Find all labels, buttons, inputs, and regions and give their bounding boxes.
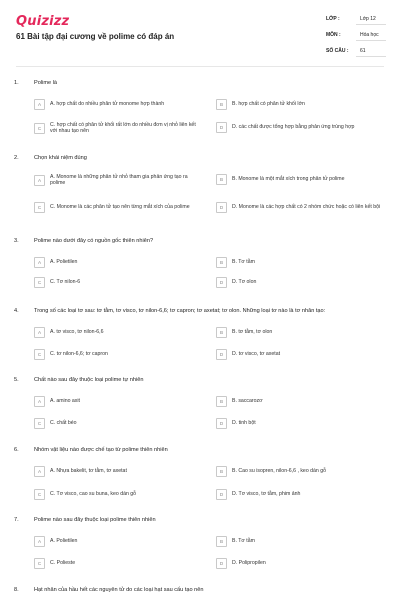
option-text: C. Polieste: [50, 560, 76, 567]
option-d[interactable]: [216, 122, 384, 133]
option-letter-badge: A: [34, 99, 45, 110]
option-text: C. chất béo: [50, 420, 77, 427]
option-letter-badge: D: [216, 558, 227, 569]
count-underline: [356, 56, 386, 57]
option-letter-badge: A: [34, 175, 45, 186]
option-d[interactable]: [216, 202, 384, 213]
option-b[interactable]: [216, 466, 384, 477]
option-letter-badge: C: [34, 489, 45, 500]
option-text: A. Polietilen: [50, 538, 78, 545]
option-letter-badge: D: [216, 202, 227, 213]
option-b[interactable]: [216, 174, 384, 185]
option-a[interactable]: [34, 99, 202, 110]
option-text: B. hợp chất có phân tử khối lớn: [232, 101, 305, 108]
option-letter-badge: D: [216, 277, 227, 288]
option-text: D. tơ visco, tơ axetat: [232, 351, 281, 358]
question-text: Nhóm vật liệu nào được chế tạo từ polime thiên nhiên: [34, 447, 168, 453]
option-b[interactable]: [216, 396, 384, 407]
option-b[interactable]: [216, 257, 384, 268]
option-letter-badge: A: [34, 396, 45, 407]
page-title: 61 Bài tập đại cương về polime có đáp án: [16, 32, 175, 41]
question-number: 5.: [14, 377, 19, 383]
option-letter-badge: C: [34, 277, 45, 288]
question-number: 6.: [14, 447, 19, 453]
option-letter-badge: B: [216, 466, 227, 477]
question-number: 2.: [14, 155, 19, 161]
option-b[interactable]: [216, 536, 384, 547]
option-letter-badge: C: [34, 558, 45, 569]
option-letter-badge: B: [216, 257, 227, 268]
question-7: [0, 517, 400, 572]
question-count-value: 61: [360, 48, 366, 54]
option-letter-badge: B: [216, 174, 227, 185]
option-d[interactable]: [216, 418, 384, 429]
option-text: A. tơ visco, tơ nilon-6,6: [50, 329, 104, 336]
option-text: C. tơ nilon-6,6; tơ capron: [50, 351, 108, 358]
option-text: D. tinh bột: [232, 420, 256, 427]
option-text: D. Monome là các hợp chất có 2 nhóm chức hoặc có liên kết bội: [232, 204, 381, 211]
option-text: D. các chất được tổng hợp bằng phản ứng trùng hợp: [232, 124, 355, 131]
option-a[interactable]: [34, 396, 202, 407]
option-d[interactable]: [216, 349, 384, 360]
option-a[interactable]: [34, 257, 202, 268]
question-number: 1.: [14, 80, 19, 86]
option-letter-badge: B: [216, 536, 227, 547]
option-a[interactable]: [34, 174, 202, 187]
option-letter-badge: D: [216, 489, 227, 500]
question-text: Hạt nhân của hầu hết các nguyên tử do các loại hạt sau cấu tạo nên: [34, 587, 204, 593]
option-text: B. Monome là một mắt xích trong phân tử polime: [232, 176, 345, 183]
option-c[interactable]: [34, 202, 202, 213]
option-text: A. hợp chất do nhiều phân tử monome hợp thành: [50, 101, 165, 108]
option-text: B. tơ tằm, tơ olon: [232, 329, 273, 336]
option-letter-badge: A: [34, 257, 45, 268]
option-text: C. Tơ nilon-6: [50, 279, 81, 286]
subject-label: MÔN :: [326, 32, 341, 38]
option-text: A. Polietilen: [50, 259, 78, 266]
question-number: 4.: [14, 308, 19, 314]
question-5: [0, 377, 400, 432]
option-a[interactable]: [34, 466, 202, 477]
subject-underline: [356, 40, 386, 41]
option-d[interactable]: [216, 277, 384, 288]
question-3: [0, 238, 400, 293]
grade-label: LỚP :: [326, 16, 340, 22]
option-b[interactable]: [216, 99, 384, 110]
option-letter-badge: D: [216, 418, 227, 429]
document-header: [0, 0, 400, 74]
option-text: B. Tơ tằm: [232, 538, 255, 545]
option-b[interactable]: [216, 327, 384, 338]
option-letter-badge: C: [34, 202, 45, 213]
question-8: [0, 587, 400, 599]
option-d[interactable]: [216, 558, 384, 569]
question-text: Chọn khái niệm đúng: [34, 155, 87, 161]
question-text: Polime nào sau đây thuộc loại polime thiên nhiên: [34, 517, 156, 523]
option-letter-badge: A: [34, 327, 45, 338]
question-text: Polime là: [34, 80, 58, 86]
option-letter-badge: C: [34, 349, 45, 360]
option-letter-badge: D: [216, 122, 227, 133]
question-count-label: SỐ CÂU :: [326, 48, 349, 54]
option-text: C. hợp chất có phân tử khối rất lớn do nhiều đơn vị nhỏ liên kết với nhau tạo nên: [50, 122, 196, 135]
option-c[interactable]: [34, 122, 202, 135]
option-text: B. saccarozơ: [232, 398, 263, 405]
option-letter-badge: C: [34, 418, 45, 429]
option-c[interactable]: [34, 349, 202, 360]
option-a[interactable]: [34, 327, 202, 338]
option-text: B. Cao su isopren, nilon-6,6 , keo dán gỗ: [232, 468, 327, 475]
option-letter-badge: C: [34, 123, 45, 134]
option-text: D. Tơ visco, tơ tằm, phim ảnh: [232, 491, 301, 498]
option-letter-badge: B: [216, 327, 227, 338]
option-a[interactable]: [34, 536, 202, 547]
subject-value: Hóa học: [360, 32, 379, 38]
option-c[interactable]: [34, 489, 202, 500]
option-text: D. Tơ olon: [232, 279, 257, 286]
option-text: B. Tơ tằm: [232, 259, 255, 266]
option-text: C. Monome là các phân tử tạo nên từng mắt xích của polime: [50, 204, 190, 211]
grade-value: Lớp 12: [360, 16, 376, 22]
question-4: [0, 308, 400, 363]
option-c[interactable]: [34, 418, 202, 429]
question-2: [0, 155, 400, 225]
quizizz-logo: Quizizz: [16, 14, 70, 29]
option-c[interactable]: [34, 277, 202, 288]
question-text: Chất nào sau đây thuộc loại polime tự nhiên: [34, 377, 144, 383]
option-letter-badge: A: [34, 536, 45, 547]
option-text: A. amino axit: [50, 398, 80, 405]
option-letter-badge: B: [216, 99, 227, 110]
option-text: C. Tơ visco, cao su buna, keo dán gỗ: [50, 491, 137, 498]
option-letter-badge: D: [216, 349, 227, 360]
question-number: 8.: [14, 587, 19, 593]
question-text: Polime nào dưới đây có nguồn gốc thiên nhiên?: [34, 238, 154, 244]
question-1: [0, 80, 400, 140]
option-text: A. Nhựa bakelit, tơ tằm, tơ axetat: [50, 468, 127, 475]
option-c[interactable]: [34, 558, 202, 569]
option-text: A. Monome là những phân tử nhỏ tham gia phản ứng tạo ra polime: [50, 174, 188, 187]
header-divider: [16, 66, 384, 67]
question-number: 7.: [14, 517, 19, 523]
option-d[interactable]: [216, 489, 384, 500]
option-letter-badge: B: [216, 396, 227, 407]
question-text: Trong số các loại tơ sau: tơ tằm, tơ visco, tơ nilon-6,6; tơ capron; tơ axetat; tơ olon. Những loại tơ nào là tơ nhân tạo:: [34, 308, 326, 314]
grade-underline: [356, 24, 386, 25]
question-number: 3.: [14, 238, 19, 244]
question-6: [0, 447, 400, 502]
option-text: D. Polipropilen: [232, 560, 266, 567]
option-letter-badge: A: [34, 466, 45, 477]
